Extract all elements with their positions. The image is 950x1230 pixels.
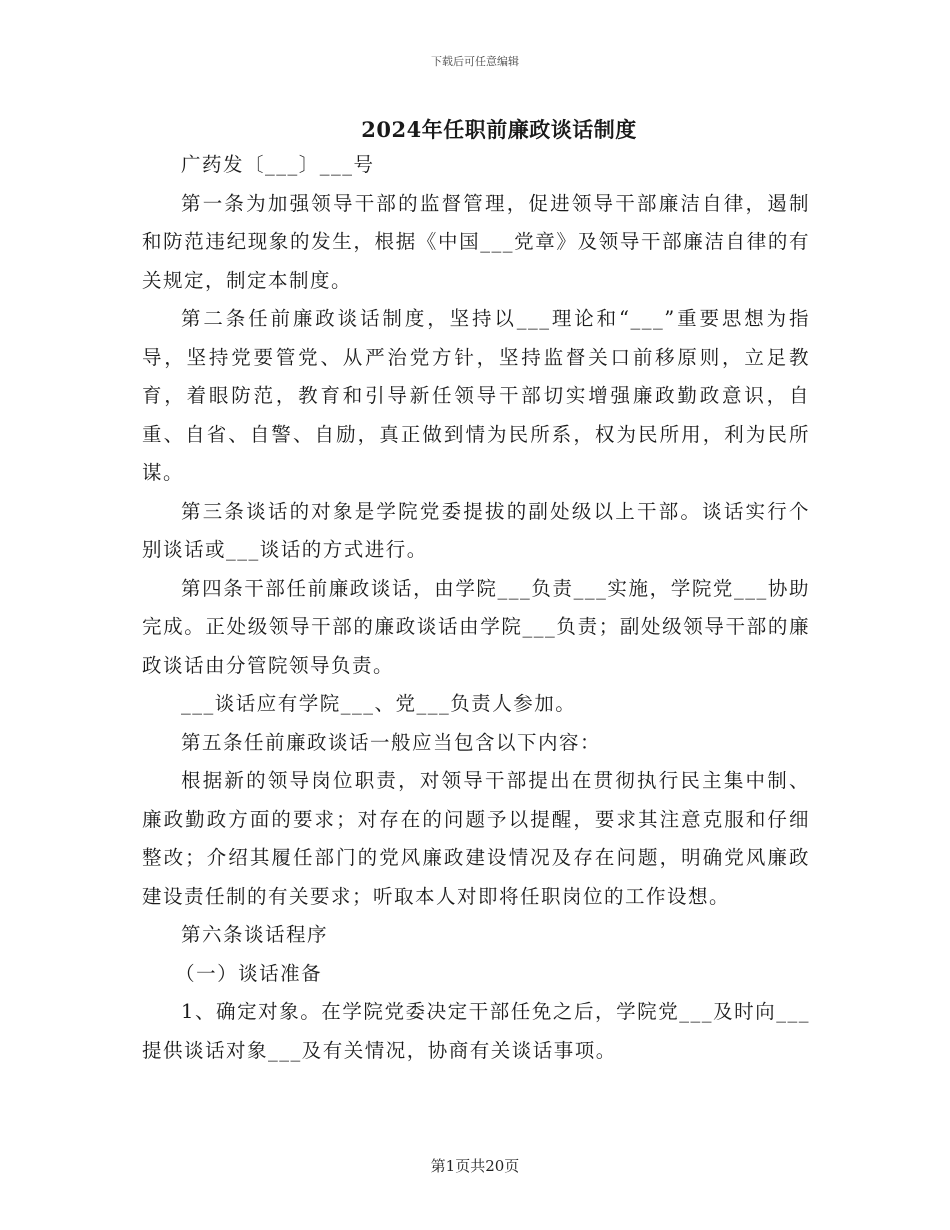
article-4-note: ___谈话应有学院___、党___负责人参加。 (181, 692, 577, 715)
document-number: 广药发〔___〕___号 (181, 153, 375, 176)
page-footer: 第1页共20页 (430, 1157, 520, 1175)
document-title: 2024年任职前廉政谈话制度 (361, 117, 637, 142)
section-preparation: （一）谈话准备 (175, 961, 323, 985)
article-1: 第一条为加强领导干部的监督管理，促进领导干部廉洁自律，遏制和防范违纪现象的发生，根据《中国___党章》及领导干部廉洁自律的有关规定，制定本制度。 (142, 191, 810, 292)
header-note: 下载后可任意编辑 (431, 55, 519, 68)
article-5: 第五条任前廉政谈话一般应当包含以下内容： (181, 730, 602, 754)
article-5-content: 根据新的领导岗位职责，对领导干部提出在贯彻执行民主集中制、廉政勤政方面的要求；对存在的问题予以提醒，要求其注意克服和仔细整改；介绍其履任部门的党风廉政建设情况及存在问题，明确党风廉政建设责任制的有关要求；听取本人对即将任职岗位的工作设想。 (142, 769, 810, 908)
article-6: 第六条谈话程序 (181, 923, 329, 946)
article-4: 第四条干部任前廉政谈话，由学院___负责___实施，学院党___协助完成。正处级领导干部的廉政谈话由学院___负责；副处级领导干部的廉政谈话由分管院领导负责。 (142, 576, 810, 677)
article-3: 第三条谈话的对象是学院党委提拔的副处级以上干部。谈话实行个别谈话或___谈话的方式进行。 (142, 499, 810, 561)
document-body (142, 146, 810, 1070)
article-2: 第二条任前廉政谈话制度，坚持以___理论和“___”重要思想为指导，坚持党要管党、从严治党方针，坚持监督关口前移原则，立足教育，着眼防范，教育和引导新任领导干部切实增强廉政勤政意识，自重、自省、自警、自励，真正做到情为民所系，权为民所用，利为民所谋。 (142, 307, 810, 484)
step-1: 1、确定对象。在学院党委决定干部任免之后，学院党___及时向___提供谈话对象___及有关情况，协商有关谈话事项。 (142, 1000, 810, 1062)
